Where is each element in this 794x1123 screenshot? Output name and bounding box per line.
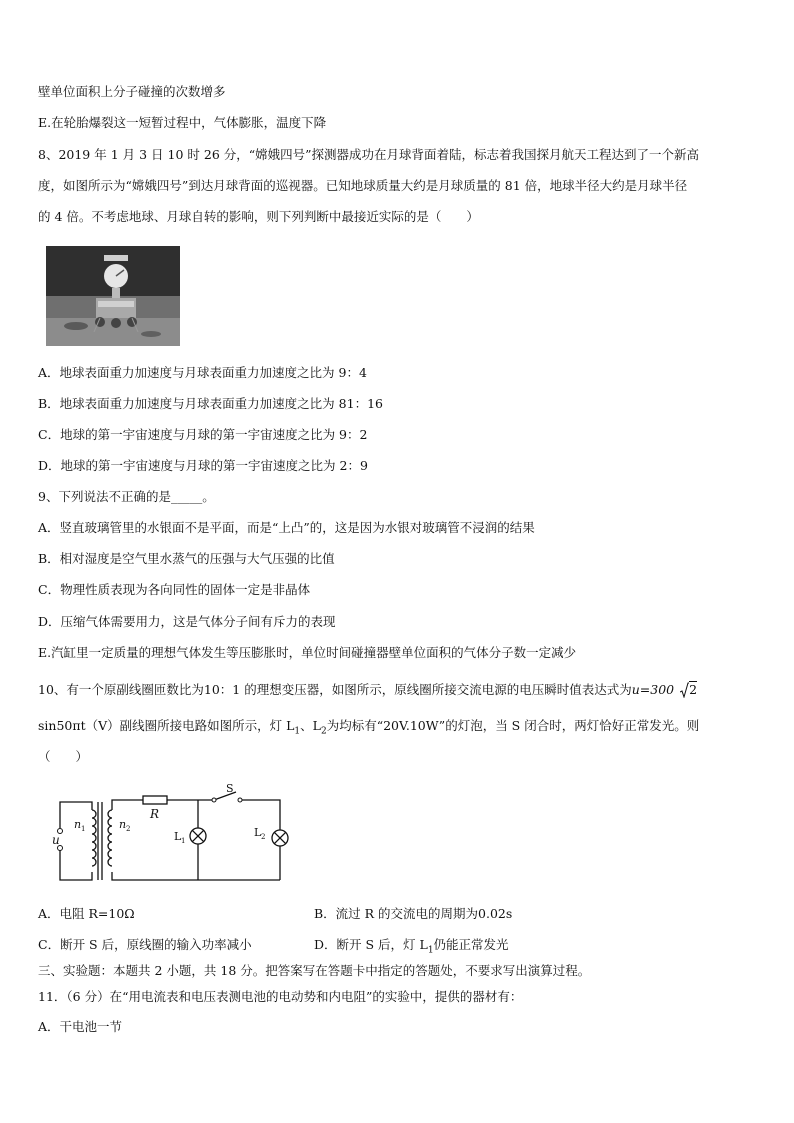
subscript: 1 [294,726,301,737]
option-d: D．压缩气体需要用力，这是气体分子间有斥力的表现 [38,614,336,629]
label-l2-sub: 2 [261,833,266,841]
option-d-text: 仍能正常发光 [433,937,509,952]
option-a: A．干电池一节 [38,1019,123,1034]
label-l1: L [174,830,182,843]
question-8-text: 度，如图所示为“嫦娥四号”到达月球背面的巡视器。已知地球质量大约是月球质量的 81 倍，地球半径大约是月球半径 [38,178,688,193]
lunar-rover-photo [46,246,180,346]
label-n1: n [74,818,82,831]
option-a: A．地球表面重力加速度与月球表面重力加速度之比为 9：4 [38,365,367,380]
option-c: C．物理性质表现为各向同性的固体一定是非晶体 [38,582,311,597]
question-8-text: 8、2019 年 1 月 3 日 10 时 26 分，“嫦娥四号”探测器成功在月球背面着陆，标志着我国探月航天工程达到了一个新高 [38,147,700,162]
text-line: 壁单位面积上分子碰撞的次数增多 [38,84,226,99]
subscript: 2 [320,726,327,737]
question-10-text [38,718,699,740]
option-d [314,937,509,959]
label-s: S [226,784,234,795]
label-n2: n [119,818,127,831]
option-b: B．相对湿度是空气里水蒸气的压强与大气压强的比值 [38,551,335,566]
sqrt-radicand: 2 [689,682,698,697]
question-8-text: 的 4 倍。不考虑地球、月球自转的影响，则下列判断中最接近实际的是（ ） [38,209,479,224]
option-c: C．地球的第一宇宙速度与月球的第一宇宙速度之比为 9：2 [38,427,368,442]
text-line: E.在轮胎爆裂这一短暂过程中，气体膨胀，温度下降 [38,115,327,130]
q10-formula: u=300 [631,682,675,697]
option-d-text: D．断开 S 后，灯 L [314,937,428,952]
q10-text-part: sin50πt（V）副线圈所接电路如图所示，灯 L [38,718,295,733]
option-a: A．电阻 R=10Ω [38,906,135,921]
label-n2-sub: 2 [126,825,131,833]
label-l2: L [254,826,262,839]
label-n1-sub: 1 [81,825,86,833]
option-c: C．断开 S 后，原线圈的输入功率减小 [38,937,252,952]
q10-text-part: 为均标有“20V.10W”的灯泡，当 S 闭合时，两灯恰好正常发光。则 [326,718,700,733]
question-10-text: （ ） [38,749,89,764]
option-a: A．竖直玻璃管里的水银面不是平面，而是“上凸”的，这是因为水银对玻璃管不浸润的结果 [38,520,535,535]
lunar-rover-image [46,246,180,346]
option-b: B．地球表面重力加速度与月球表面重力加速度之比为 81：16 [38,396,383,411]
label-r: R [150,807,160,821]
option-b: B．流过 R 的交流电的周期为0.02s [314,906,513,921]
subscript: 1 [427,945,434,956]
q10-text-part: 、L [300,718,321,733]
question-9-text: 9、下列说法不正确的是_____。 [38,489,215,504]
label-l1-sub: 1 [181,837,186,845]
question-10-text [38,682,697,698]
q10-text-part: 10、有一个原副线圈匝数比为10：1 的理想变压器，如图所示，原线圈所接交流电源的电压瞬时值表达式为 [38,682,632,697]
radical-sign [680,682,689,698]
section-heading: 三、实验题：本题共 2 小题，共 18 分。把答案写在答题卡中指定的答题处，不要求写出演算过程。 [38,963,591,978]
option-e: E.汽缸里一定质量的理想气体发生等压膨胀时，单位时间碰撞器壁单位面积的气体分子数一定减少 [38,645,577,660]
transformer-circuit-diagram [40,784,300,887]
circuit-svg [40,784,300,884]
sqrt-symbol [680,682,697,698]
question-11-text: 11．（6 分）在“用电流表和电压表测电池的电动势和内电阻”的实验中，提供的器材有： [38,989,523,1004]
label-u: u [52,833,60,847]
option-d: D．地球的第一宇宙速度与月球的第一宇宙速度之比为 2：9 [38,458,368,473]
